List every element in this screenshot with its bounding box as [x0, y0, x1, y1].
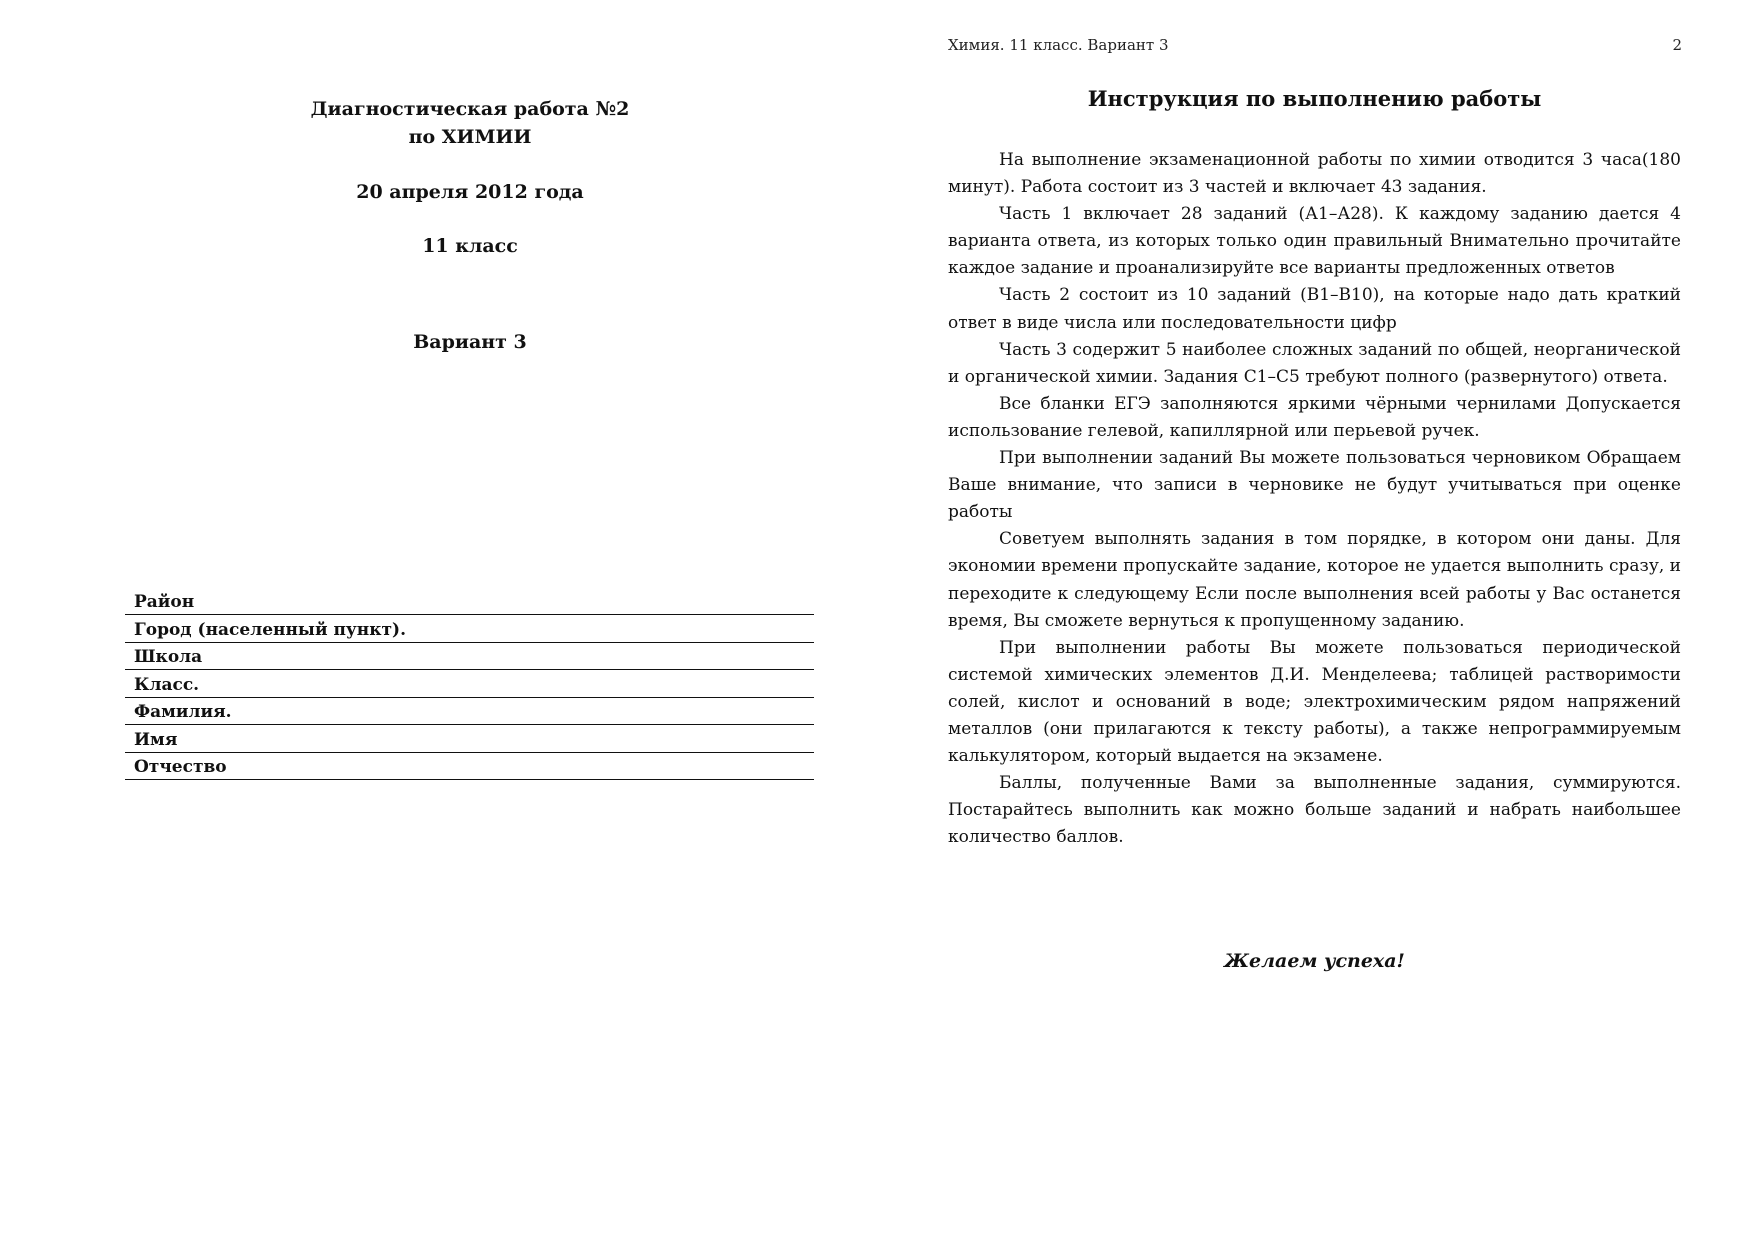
paragraph: Часть 3 содержит 5 наиболее сложных заданий по общей, неорганической и органической химии. Задания С1–С5 требуют полного (развернутого) ответа. — [948, 339, 1681, 387]
instructions-body — [948, 147, 1681, 851]
instructions-page — [877, 0, 1754, 1239]
field-label: Район — [134, 592, 195, 612]
closing-wish: Желаем успеха! — [1224, 950, 1405, 972]
paragraph: Часть 2 состоит из 10 заданий (В1–В10), на которые надо дать краткий ответ в виде числа или последовательности цифр — [948, 285, 1681, 333]
field-class[interactable] — [125, 670, 814, 698]
grade-label: 11 класс — [422, 235, 518, 257]
field-school[interactable] — [125, 643, 814, 671]
paragraph: Все бланки ЕГЭ заполняются яркими чёрными чернилами Допускается использование гелевой, капиллярной или перьевой ручек. — [948, 393, 1681, 441]
document-title: Диагностическая работа №2 — [310, 98, 630, 120]
variant-label: Вариант 3 — [413, 331, 527, 353]
field-district[interactable] — [125, 589, 814, 615]
field-label: Имя — [134, 729, 178, 750]
paragraph: При выполнении работы Вы можете пользоваться периодической системой химических элементов Д.И. Менделеева; таблицей растворимости солей, кислот и оснований в воде; электрохимическим рядом напряжений металлов (они прилагаются к тексту работы), а также непрограммируемым калькулятором, который выдается на экзамене. — [948, 637, 1681, 767]
page-number: 2 — [1672, 36, 1682, 54]
field-city[interactable] — [125, 615, 814, 643]
paragraph: Часть 1 включает 28 заданий (А1–А28). К каждому заданию дается 4 варианта ответа, из которых только один правильный Внимательно прочитайте каждое задание и проанализируйте все варианты предложенных ответов — [948, 204, 1681, 279]
field-patronymic[interactable] — [125, 753, 814, 781]
field-label: Город (населенный пункт). — [134, 619, 407, 640]
paragraph: При выполнении заданий Вы можете пользоваться черновиком Обращаем Ваше внимание, что записи в черновике не будут учитываться при оценке работы — [948, 448, 1681, 523]
field-label: Класс. — [134, 674, 200, 695]
exam-date: 20 апреля 2012 года — [356, 181, 584, 203]
field-label: Отчество — [134, 757, 227, 777]
paragraph: Советуем выполнять задания в том порядке, в котором они даны. Для экономии времени пропускайте задание, которое не удается выполнить сразу, и переходите к следующему Если после выполнения всей работы у Вас останется время, Вы сможете вернуться к пропущенному заданию. — [948, 529, 1681, 631]
paragraph: На выполнение экзаменационной работы по химии отводится 3 часа(180 минут). Работа состоит из 3 частей и включает 43 задания. — [948, 150, 1681, 198]
field-label: Фамилия. — [134, 702, 232, 722]
field-label: Школа — [134, 647, 203, 667]
field-first-name[interactable] — [125, 725, 814, 753]
document-subject: по ХИМИИ — [408, 126, 532, 148]
instructions-title: Инструкция по выполнению работы — [1087, 86, 1542, 111]
field-surname[interactable] — [125, 698, 814, 726]
paragraph: Баллы, полученные Вами за выполненные задания, суммируются. Постарайтесь выполнить как можно больше заданий и набрать наибольшее количество баллов. — [948, 773, 1681, 848]
running-header: Химия. 11 класс. Вариант 3 — [948, 36, 1169, 54]
student-info-form — [125, 589, 814, 780]
